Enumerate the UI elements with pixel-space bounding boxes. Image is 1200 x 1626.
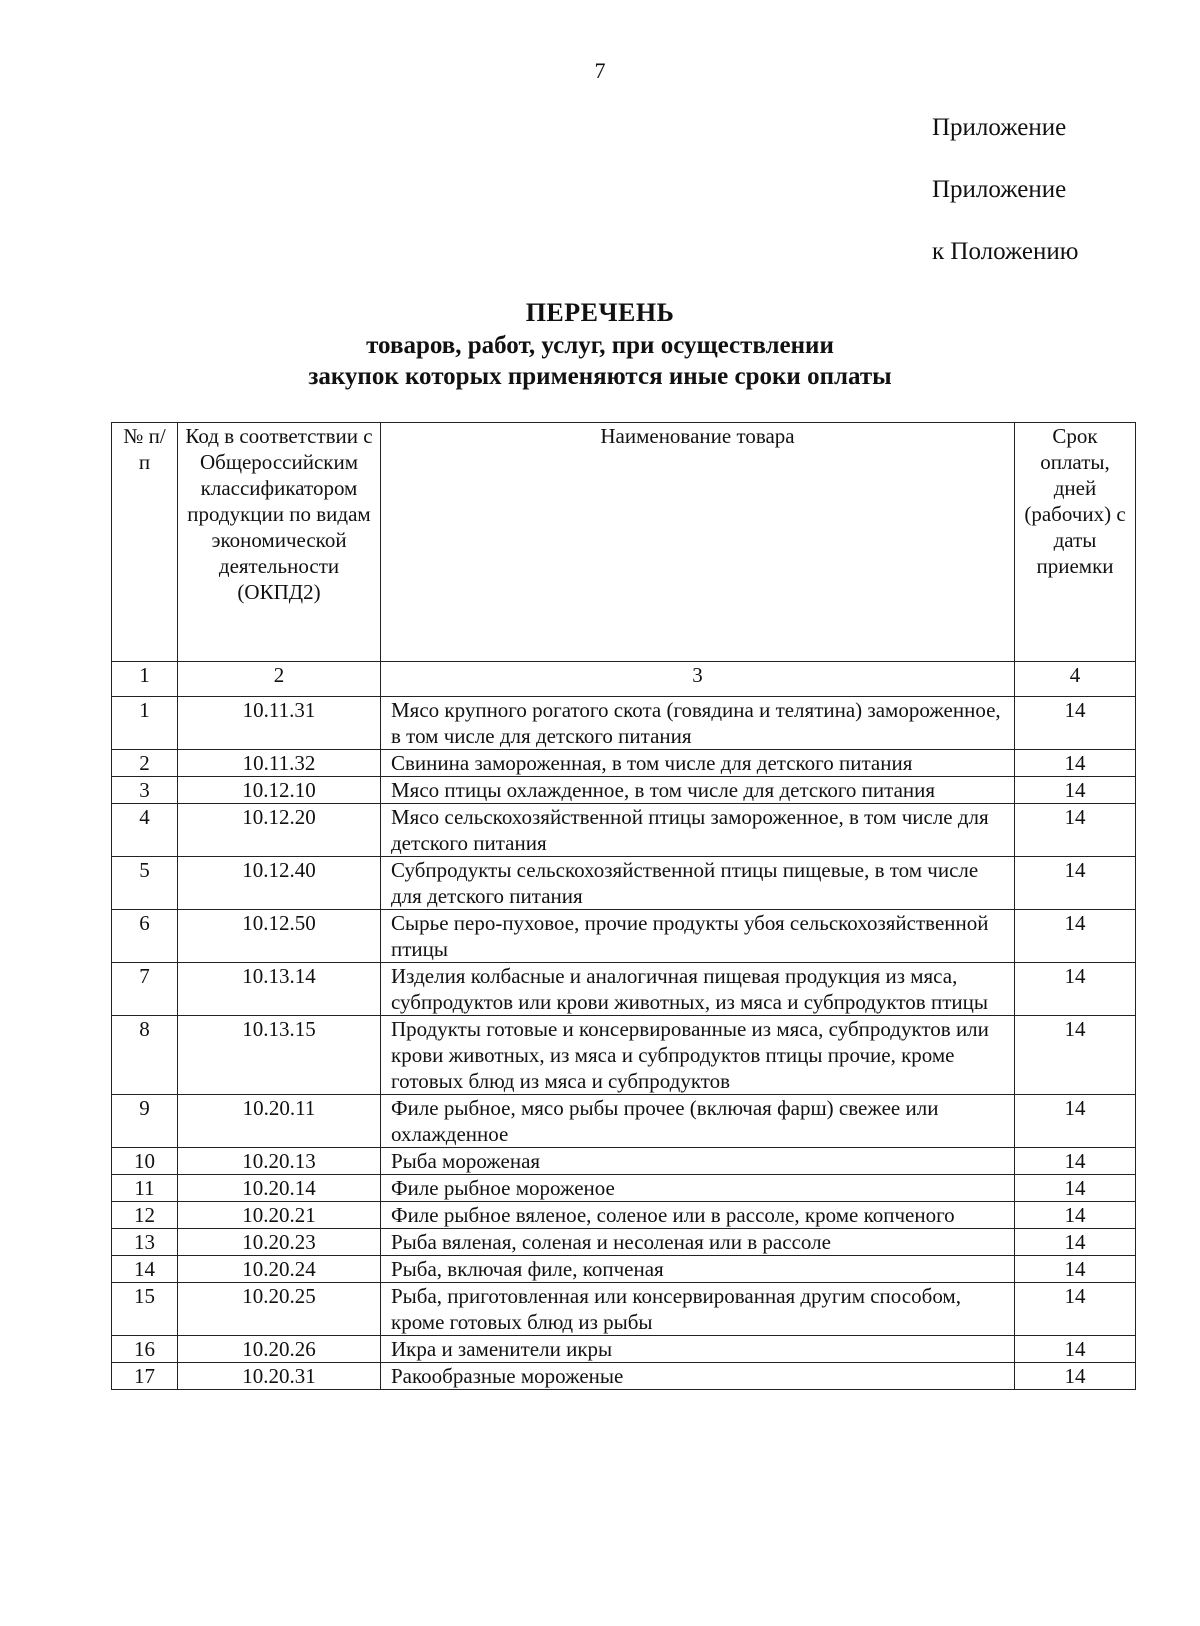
row-name: Мясо крупного рогатого скота (говядина и телятина) замороженное, в том числе для детского питания <box>381 697 1015 750</box>
row-code: 10.13.14 <box>178 963 381 1016</box>
row-code: 10.20.24 <box>178 1256 381 1283</box>
table-row <box>112 777 1136 804</box>
row-number: 7 <box>112 963 178 1016</box>
row-code: 10.20.31 <box>178 1363 381 1390</box>
row-name: Свинина замороженная, в том числе для детского питания <box>381 750 1015 777</box>
row-number: 5 <box>112 857 178 910</box>
row-term: 14 <box>1015 697 1136 750</box>
row-name: Продукты готовые и консервированные из мяса, субпродуктов или крови животных, из мяса и субпродуктов птицы прочие, кроме готовых блюд из мяса и субпродуктов <box>381 1016 1015 1095</box>
row-term: 14 <box>1015 1202 1136 1229</box>
goods-list-table <box>111 422 1136 1390</box>
row-number: 1 <box>112 697 178 750</box>
row-term: 14 <box>1015 1175 1136 1202</box>
row-number: 13 <box>112 1229 178 1256</box>
row-code: 10.20.26 <box>178 1336 381 1363</box>
row-name: Субпродукты сельскохозяйственной птицы пищевые, в том числе для детского питания <box>381 857 1015 910</box>
row-name: Рыба мороженая <box>381 1148 1015 1175</box>
row-code: 10.12.40 <box>178 857 381 910</box>
row-code: 10.11.31 <box>178 697 381 750</box>
row-number: 12 <box>112 1202 178 1229</box>
row-number: 10 <box>112 1148 178 1175</box>
column-index: 3 <box>381 662 1015 697</box>
row-number: 6 <box>112 910 178 963</box>
row-number: 15 <box>112 1283 178 1336</box>
row-name: Филе рыбное мороженое <box>381 1175 1015 1202</box>
row-term: 14 <box>1015 963 1136 1016</box>
row-code: 10.11.32 <box>178 750 381 777</box>
table-row <box>112 1283 1136 1336</box>
header-name: Наименование товара <box>381 423 1015 662</box>
document-title <box>0 296 1200 392</box>
header-term: Срок оплаты, дней (рабочих) с даты приемки <box>1015 423 1136 662</box>
row-term: 14 <box>1015 804 1136 857</box>
table-row <box>112 697 1136 750</box>
row-term: 14 <box>1015 910 1136 963</box>
row-name: Мясо птицы охлажденное, в том числе для детского питания <box>381 777 1015 804</box>
row-code: 10.12.20 <box>178 804 381 857</box>
row-name: Изделия колбасные и аналогичная пищевая продукция из мяса, субпродуктов или крови животных, из мяса и субпродуктов птицы <box>381 963 1015 1016</box>
row-name: Ракообразные мороженые <box>381 1363 1015 1390</box>
row-term: 14 <box>1015 777 1136 804</box>
table-row <box>112 963 1136 1016</box>
row-code: 10.20.11 <box>178 1095 381 1148</box>
row-name: Рыба, включая филе, копченая <box>381 1256 1015 1283</box>
table-row <box>112 1229 1136 1256</box>
appendix-label: Приложение <box>932 114 1067 141</box>
row-term: 14 <box>1015 1148 1136 1175</box>
header-code: Код в соответствии с Общероссийским классификатором продукции по видам экономической деятельности (ОКПД2) <box>178 423 381 662</box>
row-code: 10.20.23 <box>178 1229 381 1256</box>
row-number: 8 <box>112 1016 178 1095</box>
title-line-1: товаров, работ, услуг, при осуществлении <box>366 332 834 359</box>
row-number: 2 <box>112 750 178 777</box>
row-code: 10.20.21 <box>178 1202 381 1229</box>
row-name: Рыба, приготовленная или консервированная другим способом, кроме готовых блюд из рыбы <box>381 1283 1015 1336</box>
column-index: 2 <box>178 662 381 697</box>
appendix-label-repeat: Приложение <box>932 176 1067 203</box>
table-row <box>112 857 1136 910</box>
row-term: 14 <box>1015 1256 1136 1283</box>
page-number: 7 <box>594 58 606 83</box>
table-row <box>112 1202 1136 1229</box>
row-number: 14 <box>112 1256 178 1283</box>
title-line-2: закупок которых применяются иные сроки оплаты <box>308 363 892 390</box>
row-number: 11 <box>112 1175 178 1202</box>
row-term: 14 <box>1015 857 1136 910</box>
row-number: 16 <box>112 1336 178 1363</box>
row-term: 14 <box>1015 750 1136 777</box>
row-code: 10.12.50 <box>178 910 381 963</box>
row-name: Рыба вяленая, соленая и несоленая или в рассоле <box>381 1229 1015 1256</box>
column-index: 1 <box>112 662 178 697</box>
appendix-target: к Положению <box>932 238 1079 265</box>
row-term: 14 <box>1015 1283 1136 1336</box>
table-row <box>112 804 1136 857</box>
column-index-row <box>112 662 1136 697</box>
table-row <box>112 1016 1136 1095</box>
row-code: 10.20.13 <box>178 1148 381 1175</box>
title-main: ПЕРЕЧЕНЬ <box>525 298 675 327</box>
row-number: 17 <box>112 1363 178 1390</box>
row-number: 4 <box>112 804 178 857</box>
column-index: 4 <box>1015 662 1136 697</box>
row-code: 10.20.14 <box>178 1175 381 1202</box>
table-row <box>112 910 1136 963</box>
table-row <box>112 1336 1136 1363</box>
row-number: 9 <box>112 1095 178 1148</box>
row-code: 10.20.25 <box>178 1283 381 1336</box>
row-name: Филе рыбное, мясо рыбы прочее (включая фарш) свежее или охлажденное <box>381 1095 1015 1148</box>
row-term: 14 <box>1015 1016 1136 1095</box>
table-row <box>112 1095 1136 1148</box>
table-row <box>112 1363 1136 1390</box>
row-name: Мясо сельскохозяйственной птицы замороженное, в том числе для детского питания <box>381 804 1015 857</box>
row-code: 10.12.10 <box>178 777 381 804</box>
row-term: 14 <box>1015 1229 1136 1256</box>
table-row <box>112 750 1136 777</box>
row-term: 14 <box>1015 1363 1136 1390</box>
row-term: 14 <box>1015 1095 1136 1148</box>
row-name: Филе рыбное вяленое, соленое или в рассоле, кроме копченого <box>381 1202 1015 1229</box>
row-code: 10.13.15 <box>178 1016 381 1095</box>
table-header-row <box>112 423 1136 662</box>
row-name: Икра и заменители икры <box>381 1336 1015 1363</box>
header-num: № п/п <box>112 423 178 662</box>
row-name: Сырье перо-пуховое, прочие продукты убоя сельскохозяйственной птицы <box>381 910 1015 963</box>
table-row <box>112 1148 1136 1175</box>
table-row <box>112 1175 1136 1202</box>
row-term: 14 <box>1015 1336 1136 1363</box>
table-row <box>112 1256 1136 1283</box>
row-number: 3 <box>112 777 178 804</box>
